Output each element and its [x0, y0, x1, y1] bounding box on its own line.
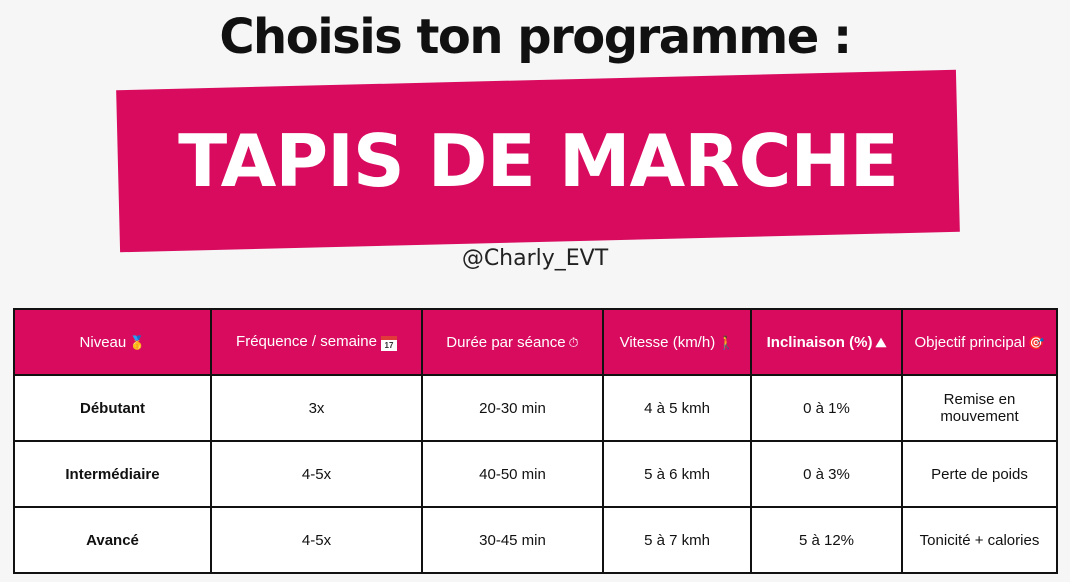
banner-title: TAPIS DE MARCHE: [178, 119, 898, 203]
table-row: [14, 507, 1057, 573]
goal-cell: Tonicité + calories: [902, 507, 1057, 573]
header-label: Vitesse (km/h): [619, 333, 716, 351]
incline-cell: 0 à 1%: [751, 375, 902, 441]
frequency-cell: 4-5x: [211, 441, 422, 507]
header-label: Objectif principal: [914, 333, 1026, 351]
header-label: Fréquence / semaine: [236, 333, 377, 350]
header-inclinaison: [751, 309, 902, 375]
header-niveau: [14, 309, 211, 375]
duration-cell: 20-30 min: [422, 375, 603, 441]
header-label: Niveau: [79, 333, 127, 351]
duration-cell: 40-50 min: [422, 441, 603, 507]
header-label: Durée par séance: [446, 333, 566, 351]
level-cell: Avancé: [14, 507, 211, 573]
table-row: [14, 441, 1057, 507]
walking-person-icon: 🚶: [718, 334, 735, 350]
goal-cell: Remise en mouvement: [902, 375, 1057, 441]
header-objectif: [902, 309, 1057, 375]
headline: Choisis ton programme :: [219, 9, 851, 65]
header-row: [14, 309, 1057, 375]
mountain-icon: ⛰: [875, 334, 887, 350]
speed-cell: 4 à 5 kmh: [603, 375, 751, 441]
speed-cell: 5 à 6 kmh: [603, 441, 751, 507]
level-cell: Intermédiaire: [14, 441, 211, 507]
goal-cell: Perte de poids: [902, 441, 1057, 507]
target-icon: 🎯: [1028, 334, 1045, 350]
frequency-cell: 3x: [211, 375, 422, 441]
incline-cell: 5 à 12%: [751, 507, 902, 573]
author-handle: @Charly_EVT: [461, 246, 609, 271]
stopwatch-icon: ⏱: [568, 334, 579, 350]
level-cell: Débutant: [14, 375, 211, 441]
duration-cell: 30-45 min: [422, 507, 603, 573]
calendar-icon: 17: [381, 336, 397, 351]
header-frequence: [211, 309, 422, 375]
header-duree: [422, 309, 603, 375]
header-vitesse: [603, 309, 751, 375]
speed-cell: 5 à 7 kmh: [603, 507, 751, 573]
frequency-cell: 4-5x: [211, 507, 422, 573]
program-table: [13, 308, 1058, 574]
header-label: Inclinaison (%): [766, 333, 873, 351]
incline-cell: 0 à 3%: [751, 441, 902, 507]
table-row: [14, 375, 1057, 441]
medal-icon: 🥇: [129, 334, 146, 350]
